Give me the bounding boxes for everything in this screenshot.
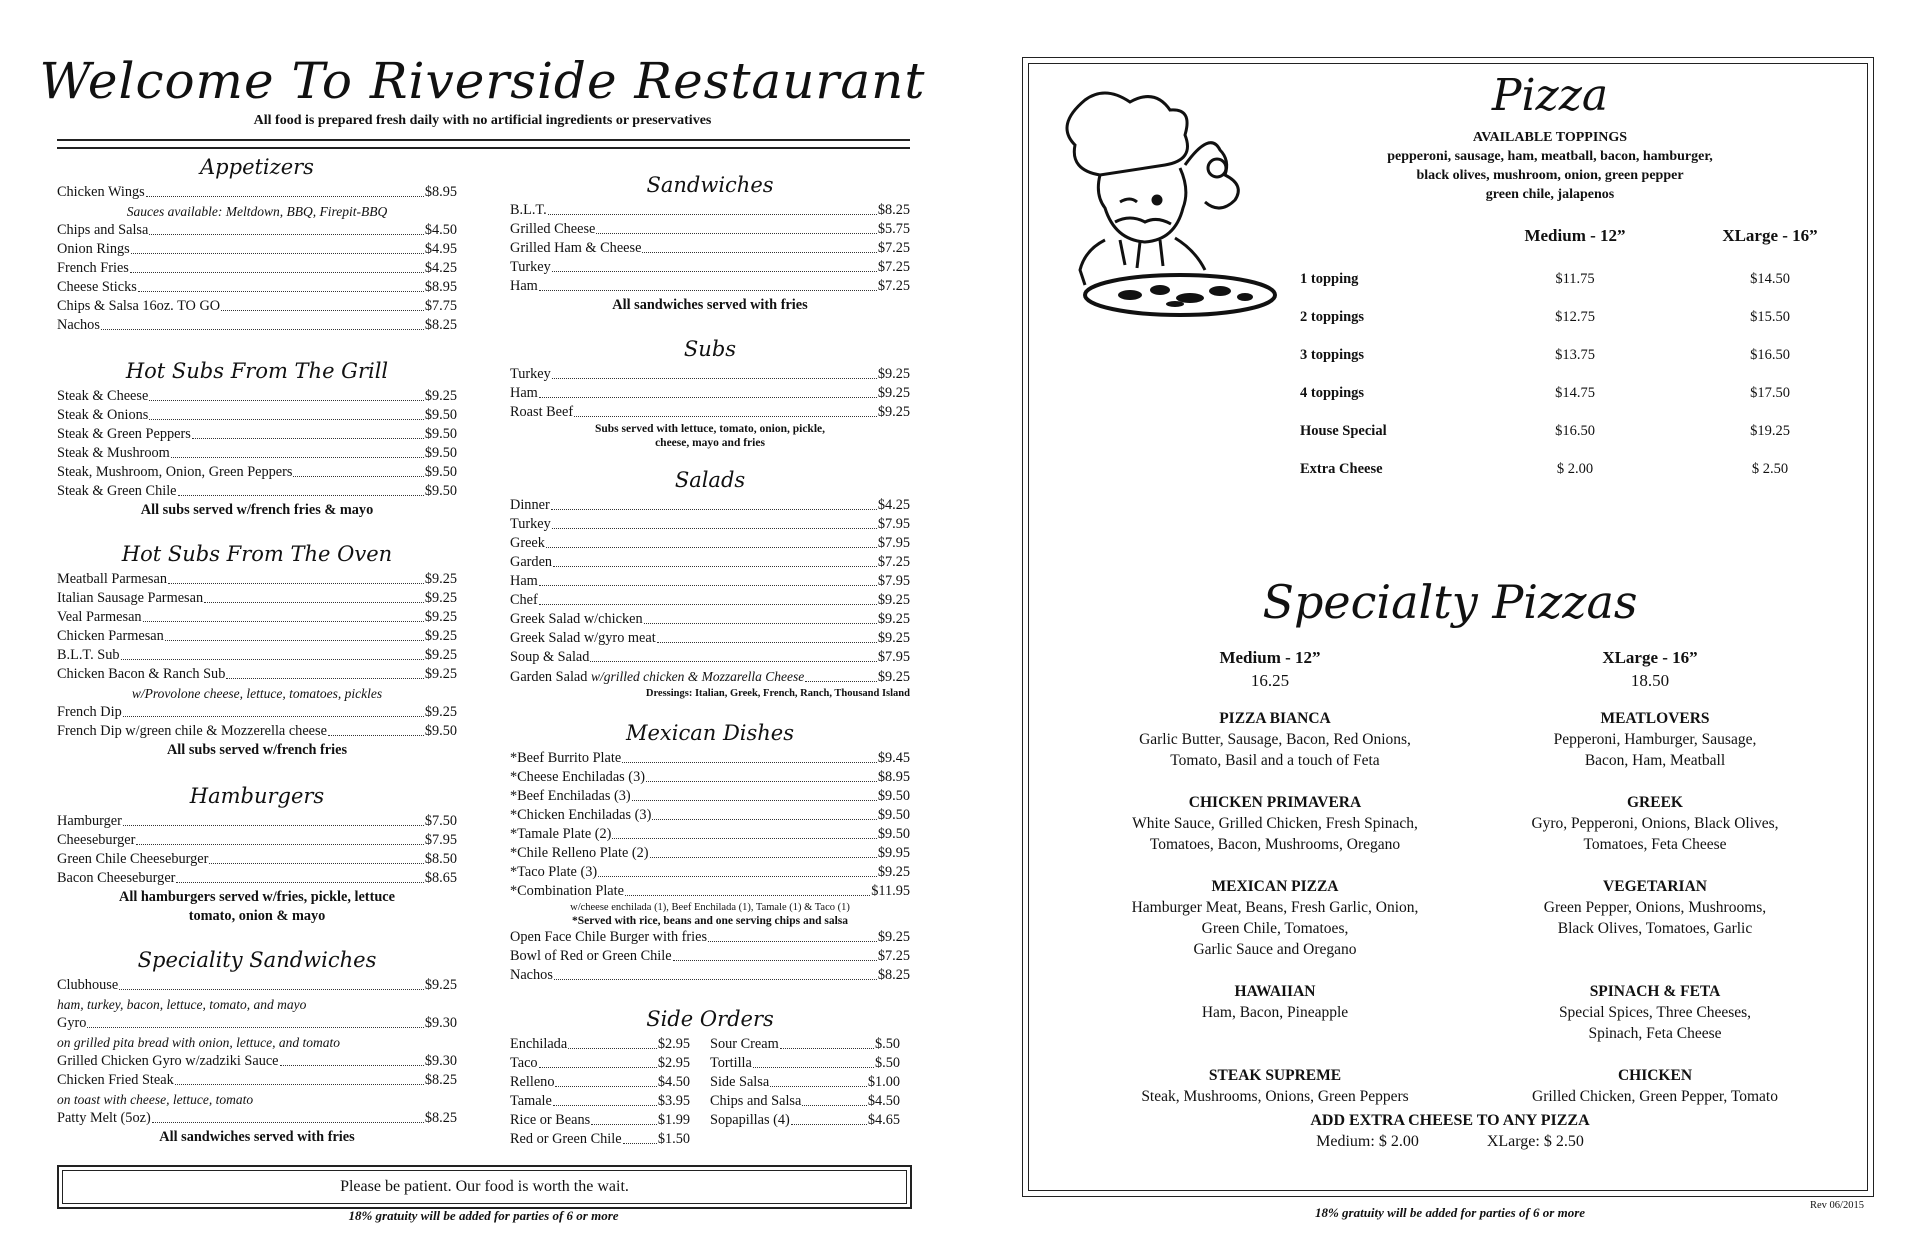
menu-item: *Beef Burrito Plate $9.45 [510, 750, 910, 766]
menu-item: French Fries $4.25 [57, 260, 457, 276]
menu-item: French Dip w/green chile & Mozzerella cheese $9.50 [57, 723, 457, 739]
served-note: *Served with rice, beans and one serving chips and salsa [571, 915, 849, 927]
pizza-heading: Pizza [1491, 70, 1609, 121]
menu-item: Hamburger $7.50 [57, 813, 457, 829]
table-row: House Special $16.50 $19.25 [1300, 422, 1790, 439]
menu-item: Chicken Fried Steak $8.25 [57, 1072, 457, 1088]
sandwiches-footer: All sandwiches served with fries [612, 297, 808, 313]
menu-item: Grilled Cheese $5.75 [510, 221, 910, 237]
side-orders-list [510, 1035, 910, 1149]
menu-item: Clubhouse $9.25 [57, 977, 457, 993]
subs-heading: Subs [683, 337, 737, 361]
hamburgers-footer-1: All hamburgers served w/fries, pickle, lettuce [119, 889, 395, 905]
menu-item: Bowl of Red or Green Chile $7.25 [510, 948, 910, 964]
menu-item: Gyro $9.30 [57, 1015, 457, 1031]
restaurant-title: Welcome To Riverside Restaurant [39, 52, 926, 110]
pizza-table-header [1300, 226, 1860, 246]
specialty-sizes [1080, 646, 1840, 692]
medium-column-header: Medium - 12” [1524, 226, 1626, 245]
menu-item: Rice or Beans $1.99 [510, 1112, 690, 1128]
hot-subs-grill-heading: Hot Subs From The Grill [125, 359, 389, 383]
specialty-pizza-item: VEGETARIAN Green Pepper, Onions, Mushrooms, Black Olives, Tomatoes, Garlic [1543, 878, 1767, 937]
menu-item: Chips and Salsa $4.50 [57, 222, 457, 238]
gratuity-note-left: 18% gratuity will be added for parties of 6 or more [348, 1208, 619, 1223]
menu-item: Turkey $7.95 [510, 516, 910, 532]
table-row: 1 topping $11.75 $14.50 [1300, 270, 1790, 287]
menu-item: *Beef Enchiladas (3) $9.50 [510, 788, 910, 804]
toppings-line: pepperoni, sausage, ham, meatball, bacon, hamburger, [1387, 149, 1713, 164]
menu-item: Green Chile Cheeseburger $8.50 [57, 851, 457, 867]
specialty-pizza-item: CHICKEN PRIMAVERA White Sauce, Grilled Chicken, Fresh Spinach, Tomatoes, Bacon, Mushrooms, Oregano [1132, 794, 1418, 853]
patience-banner [57, 1165, 912, 1209]
menu-item: Nachos $8.25 [57, 317, 457, 333]
menu-item: Onion Rings $4.95 [57, 241, 457, 257]
left-menu-column [57, 155, 457, 1147]
subs-footer-2: cheese, mayo and fries [655, 437, 765, 449]
specialty-pizza-item: PIZZA BIANCA Garlic Butter, Sausage, Bacon, Red Onions, Tomato, Basil and a touch of Feta [1139, 710, 1411, 769]
subs-footer-1: Subs served with lettuce, tomato, onion, pickle, [595, 423, 825, 435]
extra-cheese-block [1030, 1110, 1870, 1152]
specialty-pizza-item: GREEK Gyro, Pepperoni, Onions, Black Olives, Tomatoes, Feta Cheese [1531, 794, 1779, 853]
menu-item: Sour Cream $.50 [710, 1036, 900, 1052]
menu-item: B.L.T. Sub $9.25 [57, 647, 457, 663]
grill-subs-footer: All subs served w/french fries & mayo [140, 502, 374, 518]
specialty-pizza-item: MEATLOVERS Pepperoni, Hamburger, Sausage, Bacon, Ham, Meatball [1553, 710, 1757, 769]
menu-item: Greek Salad w/chicken $9.25 [510, 611, 910, 627]
specialty-sandwiches-list [57, 976, 457, 1147]
gratuity-note-right: 18% gratuity will be added for parties of 6 or more [1314, 1205, 1586, 1220]
menu-item: Steak & Mushroom $9.50 [57, 445, 457, 461]
hamburgers-list [57, 812, 457, 926]
menu-item: Bacon Cheeseburger $8.65 [57, 870, 457, 886]
subs-list [510, 365, 910, 450]
menu-item: Grilled Chicken Gyro w/zadziki Sauce $9.30 [57, 1053, 457, 1069]
sauces-note: Sauces available: Meltdown, BBQ, Firepit-BBQ [126, 204, 388, 219]
middle-menu-column [510, 173, 910, 1149]
item-note: ham, turkey, bacon, lettuce, tomato, and mayo [57, 997, 307, 1012]
table-row: Extra Cheese $ 2.00 $ 2.50 [1300, 460, 1789, 477]
menu-item: Steak & Cheese $9.25 [57, 388, 457, 404]
mexican-heading: Mexican Dishes [625, 721, 795, 745]
toppings-block [1240, 128, 1860, 204]
menu-item: Greek Salad w/gyro meat $9.25 [510, 630, 910, 646]
oven-subs-footer: All subs served w/french fries [166, 742, 348, 758]
toppings-line: black olives, mushroom, onion, green pepper [1416, 168, 1684, 183]
menu-item: B.L.T. $8.25 [510, 202, 910, 218]
menu-item: *Chile Relleno Plate (2) $9.95 [510, 845, 910, 861]
menu-item: Steak & Onions $9.50 [57, 407, 457, 423]
xlarge-column-header: XLarge - 16” [1722, 226, 1818, 245]
menu-item: *Tamale Plate (2) $9.50 [510, 826, 910, 842]
item-note: on toast with cheese, lettuce, tomato [57, 1092, 254, 1107]
menu-item: Red or Green Chile $1.50 [510, 1131, 690, 1147]
specialty-pizza-item: MEXICAN PIZZA Hamburger Meat, Beans, Fresh Garlic, Onion, Green Chile, Tomatoes, Garlic Sauce and Oregano [1131, 878, 1419, 958]
toppings-line: green chile, jalapenos [1485, 187, 1615, 202]
patience-text: Please be patient. Our food is worth the wait. [62, 1170, 907, 1204]
sandwiches-list [510, 201, 910, 315]
pizza-price-table [1300, 226, 1860, 488]
menu-item: Side Salsa $1.00 [710, 1074, 900, 1090]
hot-subs-oven-list [57, 570, 457, 760]
menu-item: Sopapillas (4) $4.65 [710, 1112, 900, 1128]
specialty-xlarge: XLarge - 16” 18.50 [1602, 648, 1698, 690]
salads-heading: Salads [674, 468, 746, 492]
side-orders-heading: Side Orders [646, 1007, 774, 1031]
menu-item: Dinner $4.25 [510, 497, 910, 513]
side-orders-right [710, 1035, 900, 1149]
menu-item: *Cheese Enchiladas (3) $8.95 [510, 769, 910, 785]
menu-item: Tamale $3.95 [510, 1093, 690, 1109]
menu-item: Tortilla $.50 [710, 1055, 900, 1071]
menu-item: Ham $7.95 [510, 573, 910, 589]
menu-item: Nachos $8.25 [510, 967, 910, 983]
specialty-pizza-item: CHICKEN Grilled Chicken, Green Pepper, Tomato [1532, 1067, 1778, 1105]
menu-item: Steak, Mushroom, Onion, Green Peppers $9.50 [57, 464, 457, 480]
menu-item: Taco $2.95 [510, 1055, 690, 1071]
menu-item: Chicken Parmesan $9.25 [57, 628, 457, 644]
specialty-pizza-item: HAWAIIAN Ham, Bacon, Pineapple [1201, 983, 1349, 1021]
menu-item: Chicken Wings $8.95 [57, 184, 457, 200]
menu-item: Turkey $7.25 [510, 259, 910, 275]
menu-item: Enchilada $2.95 [510, 1036, 690, 1052]
hot-subs-oven-heading: Hot Subs From The Oven [121, 542, 393, 566]
menu-item: Chicken Bacon & Ranch Sub $9.25 [57, 666, 457, 682]
revision-date: Rev 06/2015 [1810, 1200, 1864, 1211]
menu-item: Chips and Salsa $4.50 [710, 1093, 900, 1109]
menu-item: Cheese Sticks $8.95 [57, 279, 457, 295]
toppings-heading: AVAILABLE TOPPINGS [1472, 130, 1628, 145]
menu-item: Turkey $9.25 [510, 366, 910, 382]
specialty-pizza-item: STEAK SUPREME Steak, Mushrooms, Onions, Green Peppers [1141, 1067, 1409, 1105]
menu-item: Chef $9.25 [510, 592, 910, 608]
menu-subtitle: All food is prepared fresh daily with no artificial ingredients or preservatives [253, 113, 712, 128]
appetizers-heading: Appetizers [200, 155, 314, 179]
menu-item: Garden Salad w/grilled chicken & Mozzarella Cheese $9.25 [510, 669, 910, 685]
menu-item: Greek $7.95 [510, 535, 910, 551]
menu-item: Ham $9.25 [510, 385, 910, 401]
header-divider [57, 139, 910, 149]
combo-note: w/cheese enchilada (1), Beef Enchilada (1), Tamale (1) & Taco (1) [570, 902, 850, 913]
menu-item: Meatball Parmesan $9.25 [57, 571, 457, 587]
extra-cheese-heading: ADD EXTRA CHEESE TO ANY PIZZA [1310, 1112, 1590, 1129]
table-row: 3 toppings $13.75 $16.50 [1300, 346, 1790, 363]
specialty-pizzas-heading: Specialty Pizzas [1262, 575, 1638, 629]
specialty-pizza-item: SPINACH & FETA Special Spices, Three Cheeses, Spinach, Feta Cheese [1558, 983, 1752, 1042]
menu-item: Cheeseburger $7.95 [57, 832, 457, 848]
side-orders-left [510, 1035, 690, 1149]
menu-item: French Dip $9.25 [57, 704, 457, 720]
specialty-pizza-list [1095, 708, 1835, 1107]
appetizers-list [57, 183, 457, 335]
extra-cheese-prices: Medium: $ 2.00 XLarge: $ 2.50 [1316, 1133, 1584, 1150]
specialty-medium: Medium - 12” 16.25 [1219, 648, 1321, 690]
menu-item: Open Face Chile Burger with fries $9.25 [510, 929, 910, 945]
salads-list [510, 496, 910, 701]
menu-item: Garden $7.25 [510, 554, 910, 570]
table-row: 4 toppings $14.75 $17.50 [1300, 384, 1790, 401]
menu-item: Ham $7.25 [510, 278, 910, 294]
menu-item: Relleno $4.50 [510, 1074, 690, 1090]
menu-item: *Chicken Enchiladas (3) $9.50 [510, 807, 910, 823]
menu-item: Patty Melt (5oz) $8.25 [57, 1110, 457, 1126]
specialty-sandwiches-footer: All sandwiches served with fries [159, 1129, 355, 1145]
dressings-note: Dressings: Italian, Greek, French, Ranch, Thousand Island [645, 688, 910, 699]
menu-item: Veal Parmesan $9.25 [57, 609, 457, 625]
specialty-sandwiches-heading: Speciality Sandwiches [137, 948, 377, 972]
provolone-note: w/Provolone cheese, lettuce, tomatoes, pickles [131, 686, 383, 701]
hamburgers-footer-2: tomato, onion & mayo [188, 908, 326, 924]
chef-illustration [1045, 90, 1295, 330]
table-row: 2 toppings $12.75 $15.50 [1300, 308, 1790, 325]
menu-item: *Combination Plate $11.95 [510, 883, 910, 899]
mexican-list [510, 749, 910, 985]
menu-item: *Taco Plate (3) $9.25 [510, 864, 910, 880]
menu-item: Soup & Salad $7.95 [510, 649, 910, 665]
menu-item: Steak & Green Chile $9.50 [57, 483, 457, 499]
hamburgers-heading: Hamburgers [189, 784, 325, 808]
sandwiches-heading: Sandwiches [646, 173, 774, 197]
item-note: on grilled pita bread with onion, lettuce, and tomato [57, 1035, 340, 1050]
menu-item: Chips & Salsa 16oz. TO GO $7.75 [57, 298, 457, 314]
menu-item: Steak & Green Peppers $9.50 [57, 426, 457, 442]
menu-item: Italian Sausage Parmesan $9.25 [57, 590, 457, 606]
menu-item: Grilled Ham & Cheese $7.25 [510, 240, 910, 256]
hot-subs-grill-list [57, 387, 457, 520]
menu-item: Roast Beef $9.25 [510, 404, 910, 420]
